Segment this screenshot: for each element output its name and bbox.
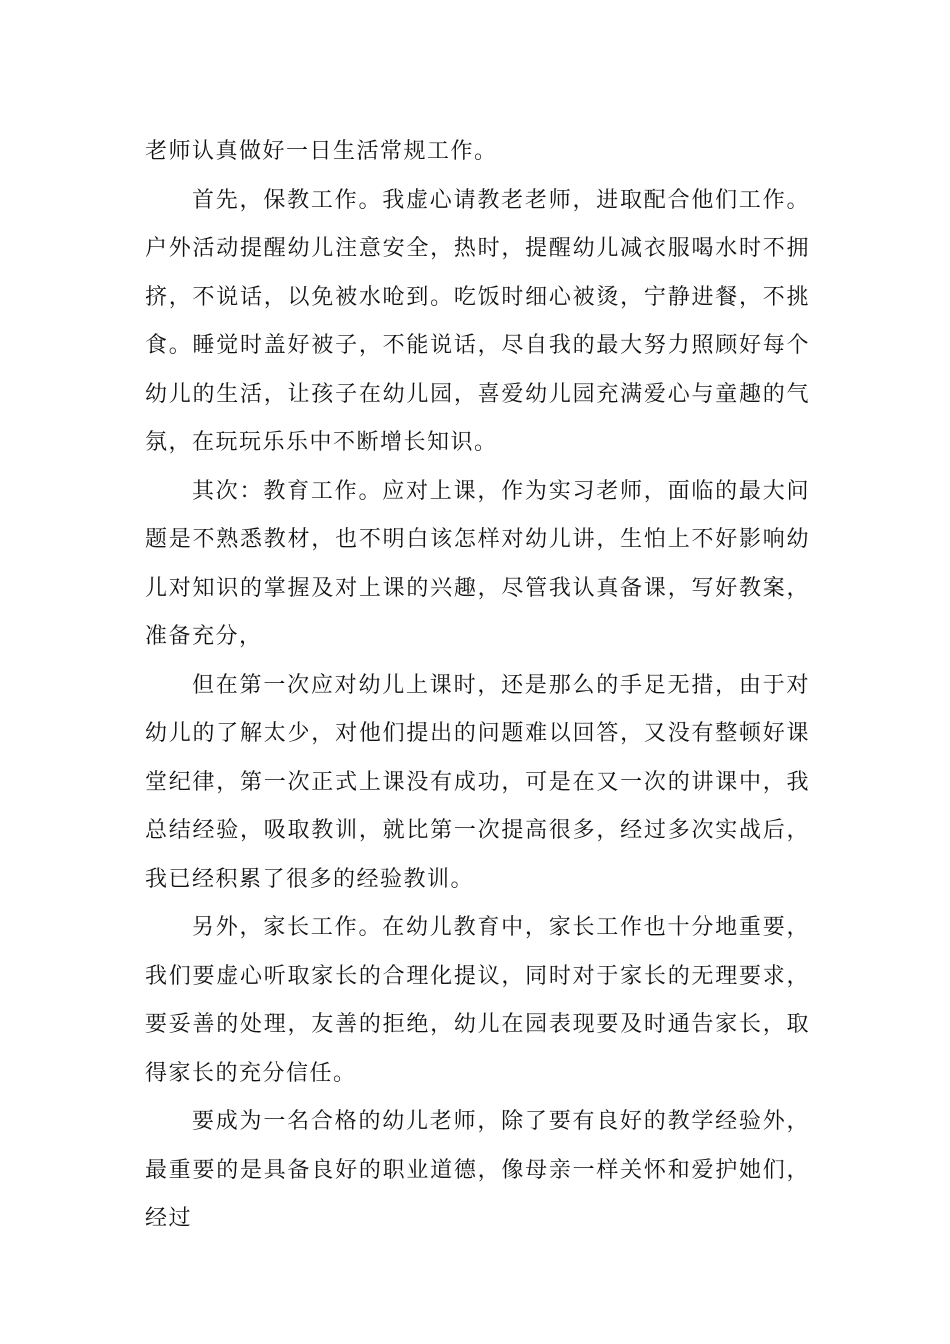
paragraph-teaching-work: 其次：教育工作。应对上课，作为实习老师，面临的最大问题是不熟悉教材，也不明白该怎样对幼儿讲，生怕上不好影响幼儿对知识的掌握及对上课的兴趣，尽管我认真备课，写好教案，准备充分， xyxy=(145,478,810,649)
paragraph-continuation: 老师认真做好一日生活常规工作。 xyxy=(145,139,498,164)
paragraph-parent-work: 另外，家长工作。在幼儿教育中，家长工作也十分地重要，我们要虚心听取家长的合理化提议，同时对于家长的无理要求，要妥善的处理，友善的拒绝，幼儿在园表现要及时通告家长，取得家长的充分信任。 xyxy=(145,915,810,1086)
paragraph-qualified-teacher: 要成为一名合格的幼儿老师，除了要有良好的教学经验外，最重要的是具备良好的职业道德，像母亲一样关怀和爱护她们，经过 xyxy=(145,1109,810,1231)
document-body xyxy=(145,128,810,1244)
paragraph-first-class: 但在第一次应对幼儿上课时，还是那么的手足无措，由于对幼儿的了解太少，对他们提出的问题难以回答，又没有整顿好课堂纪律，第一次正式上课没有成功，可是在又一次的讲课中，我总结经验，吸取教训，就比第一次提高很多，经过多次实战后，我已经积累了很多的经验教训。 xyxy=(145,672,810,892)
paragraph-childcare-work: 首先，保教工作。我虚心请教老老师，进取配合他们工作。户外活动提醒幼儿注意安全，热时，提醒幼儿减衣服喝水时不拥挤，不说话，以免被水呛到。吃饭时细心被烫，宁静进餐，不挑食。睡觉时盖好被子，不能说话，尽自我的最大努力照顾好每个幼儿的生活，让孩子在幼儿园，喜爱幼儿园充满爱心与童趣的气氛，在玩玩乐乐中不断增长知识。 xyxy=(145,187,810,455)
